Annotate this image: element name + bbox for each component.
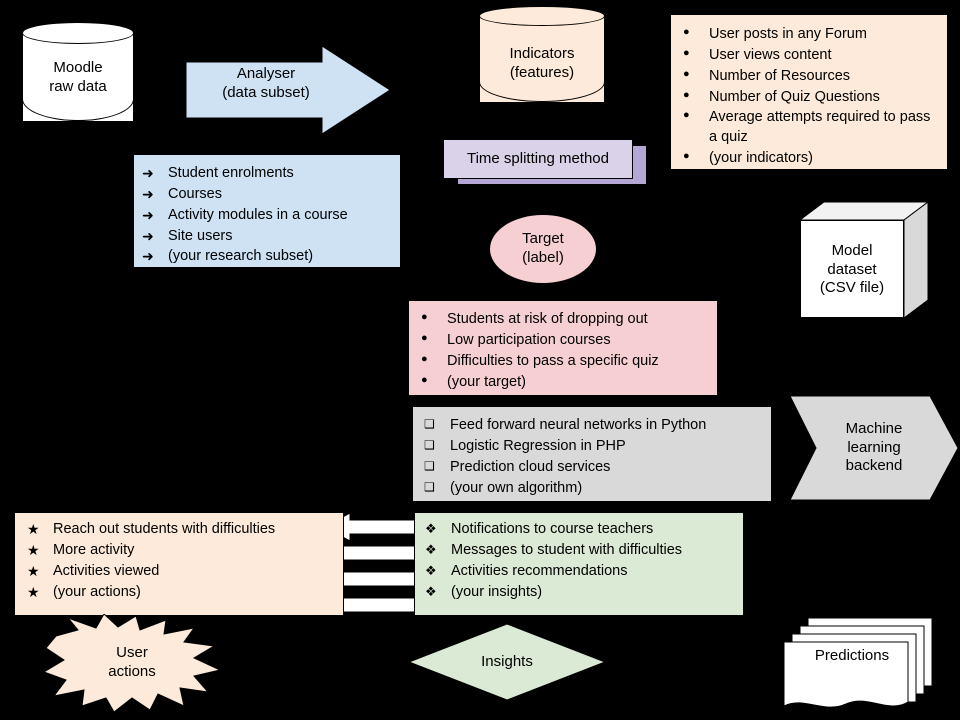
- list-item: [421, 416, 763, 436]
- indicators-label-line1: Indicators: [509, 45, 575, 63]
- data-subset-list: [142, 164, 392, 267]
- cylinder-top: [479, 6, 605, 26]
- ml-backend-line2: learning: [847, 438, 901, 456]
- target-ellipse: [489, 214, 597, 284]
- predictions-text-label: Predictions: [814, 646, 890, 664]
- analyser-label-line2: (data subset): [222, 84, 310, 101]
- bullet-icon: ●: [683, 67, 690, 80]
- list-item-label: Difficulties to pass a specific quiz: [447, 352, 659, 369]
- list-item: [679, 67, 939, 87]
- star-icon: ★: [27, 541, 40, 558]
- data-subset-box: [133, 154, 401, 268]
- predictions-label: [790, 644, 914, 668]
- square-bullet-icon: ❑: [424, 458, 435, 473]
- list-item: [679, 108, 939, 148]
- star-icon: ★: [27, 583, 40, 600]
- model-dataset-line1: Model: [831, 241, 873, 259]
- user-actions-line2: actions: [108, 663, 156, 680]
- list-item: [423, 541, 735, 561]
- list-item: [421, 458, 763, 478]
- list-item-label: Low participation courses: [447, 331, 611, 348]
- list-item: [417, 352, 709, 372]
- insights-label: Insights: [481, 652, 533, 670]
- list-item: [679, 149, 939, 169]
- list-item-label: Activities recommendations: [451, 562, 628, 579]
- insights-diamond-label: [440, 648, 574, 676]
- list-item: [679, 25, 939, 45]
- bullet-icon: ●: [421, 311, 428, 323]
- user-actions-line1: User: [116, 644, 148, 662]
- list-item: [25, 562, 335, 582]
- indicators-cylinder: [479, 6, 605, 112]
- list-item-label: Feed forward neural networks in Python: [450, 417, 707, 433]
- algorithm-examples-box: [412, 406, 772, 502]
- list-item: [142, 164, 392, 184]
- ml-backend-label: [790, 415, 958, 481]
- list-item-label: (your target): [447, 373, 526, 390]
- list-item-label: User posts in any Forum: [709, 26, 867, 42]
- diamond-bullet-icon: ❖: [425, 541, 437, 557]
- target-label-line2: (label): [522, 249, 564, 266]
- list-item: [421, 437, 763, 457]
- indicator-examples-box: [670, 14, 948, 170]
- bullet-icon: ●: [683, 46, 690, 59]
- bullet-icon: ●: [683, 26, 690, 38]
- list-item-label: Reach out students with difficulties: [53, 521, 276, 537]
- star-icon: ★: [27, 521, 40, 537]
- moodle-label-line1: Moodle: [53, 59, 103, 77]
- indicators-label: [479, 36, 605, 92]
- time-splitting-box: [443, 139, 633, 179]
- moodle-label: [22, 50, 134, 106]
- bullet-icon: ●: [683, 109, 690, 122]
- indicators-label-line2: (features): [509, 64, 575, 81]
- list-item-label: User views content: [709, 46, 832, 63]
- list-item: [142, 227, 392, 247]
- bullet-icon: ●: [421, 373, 428, 386]
- list-item-label: Number of Resources: [709, 67, 851, 84]
- target-examples-box: [408, 300, 718, 396]
- arrow-right-icon: ➜: [142, 185, 154, 202]
- list-item-label: Notifications to course teachers: [451, 521, 654, 537]
- diamond-bullet-icon: ❖: [425, 562, 437, 578]
- insights-box: [414, 512, 744, 616]
- list-item-label: (your research subset): [168, 248, 314, 265]
- square-bullet-icon: ❑: [424, 479, 435, 494]
- list-item-label: Prediction cloud services: [450, 458, 611, 475]
- list-item: [25, 541, 335, 561]
- model-dataset-box: [800, 202, 928, 318]
- square-bullet-icon: ❑: [424, 417, 435, 431]
- star-icon: ★: [27, 562, 40, 579]
- model-dataset-line3: (CSV file): [819, 279, 885, 297]
- analyser-label-line1: Analyser: [236, 65, 296, 83]
- list-item: [423, 562, 735, 582]
- user-actions-list: [25, 520, 335, 602]
- time-splitting-label: Time splitting method: [466, 149, 609, 167]
- list-item: [25, 520, 335, 540]
- model-dataset-label: [800, 240, 904, 300]
- list-item: [25, 583, 335, 603]
- list-item: [417, 373, 709, 393]
- list-item-label: (your indicators): [709, 150, 813, 167]
- arrow-right-icon: ➜: [142, 227, 154, 244]
- list-item-label: Messages to student with difficulties: [451, 541, 683, 558]
- list-item-label: Number of Quiz Questions: [709, 88, 880, 105]
- list-item-label: Student enrolments: [168, 165, 294, 181]
- arrow-right-icon: ➜: [142, 206, 154, 223]
- analyser-label: [186, 58, 346, 110]
- user-actions-box: [14, 512, 344, 616]
- list-item-label: Activity modules in a course: [168, 206, 348, 223]
- moodle-label-line2: raw data: [49, 78, 107, 95]
- insights-list: [423, 520, 735, 602]
- cylinder-top: [22, 22, 134, 44]
- list-item-label: Average attempts required to pass a quiz: [709, 109, 931, 146]
- ml-backend-line3: backend: [845, 457, 903, 475]
- target-examples-list: [417, 310, 709, 392]
- list-item: [421, 479, 763, 499]
- algorithm-examples-list: [421, 416, 763, 498]
- list-item-label: Activities viewed: [53, 562, 160, 579]
- list-item-label: More activity: [53, 541, 135, 558]
- list-item-label: Courses: [168, 185, 222, 202]
- arrow-right-icon: ➜: [142, 248, 154, 265]
- list-item: [142, 185, 392, 205]
- bullet-icon: ●: [683, 88, 690, 101]
- user-actions-label: [64, 638, 200, 688]
- diamond-bullet-icon: ❖: [425, 583, 437, 599]
- list-item: [423, 583, 735, 603]
- target-label-line1: Target: [522, 230, 564, 248]
- bullet-icon: ●: [683, 150, 690, 163]
- list-item-label: Site users: [168, 227, 233, 244]
- list-item-label: Students at risk of dropping out: [447, 311, 648, 327]
- list-item: [142, 247, 392, 267]
- list-item-label: (your insights): [451, 583, 543, 600]
- list-item-label: Logistic Regression in PHP: [450, 437, 626, 454]
- list-item: [142, 206, 392, 226]
- list-item: [423, 520, 735, 540]
- indicator-examples-list: [679, 25, 939, 169]
- list-item-label: (your own algorithm): [450, 479, 583, 496]
- diamond-bullet-icon: ❖: [425, 521, 437, 536]
- list-item: [417, 310, 709, 330]
- moodle-raw-data-cylinder: [22, 22, 134, 132]
- model-dataset-line2: dataset: [827, 260, 877, 278]
- list-item-label: (your actions): [53, 583, 141, 600]
- ml-backend-line1: Machine: [845, 419, 903, 437]
- list-item: [679, 46, 939, 66]
- bullet-icon: ●: [421, 352, 428, 365]
- bullet-icon: ●: [421, 331, 428, 344]
- arrow-right-icon: ➜: [142, 165, 154, 181]
- square-bullet-icon: ❑: [424, 437, 435, 452]
- list-item: [417, 331, 709, 351]
- list-item: [679, 88, 939, 108]
